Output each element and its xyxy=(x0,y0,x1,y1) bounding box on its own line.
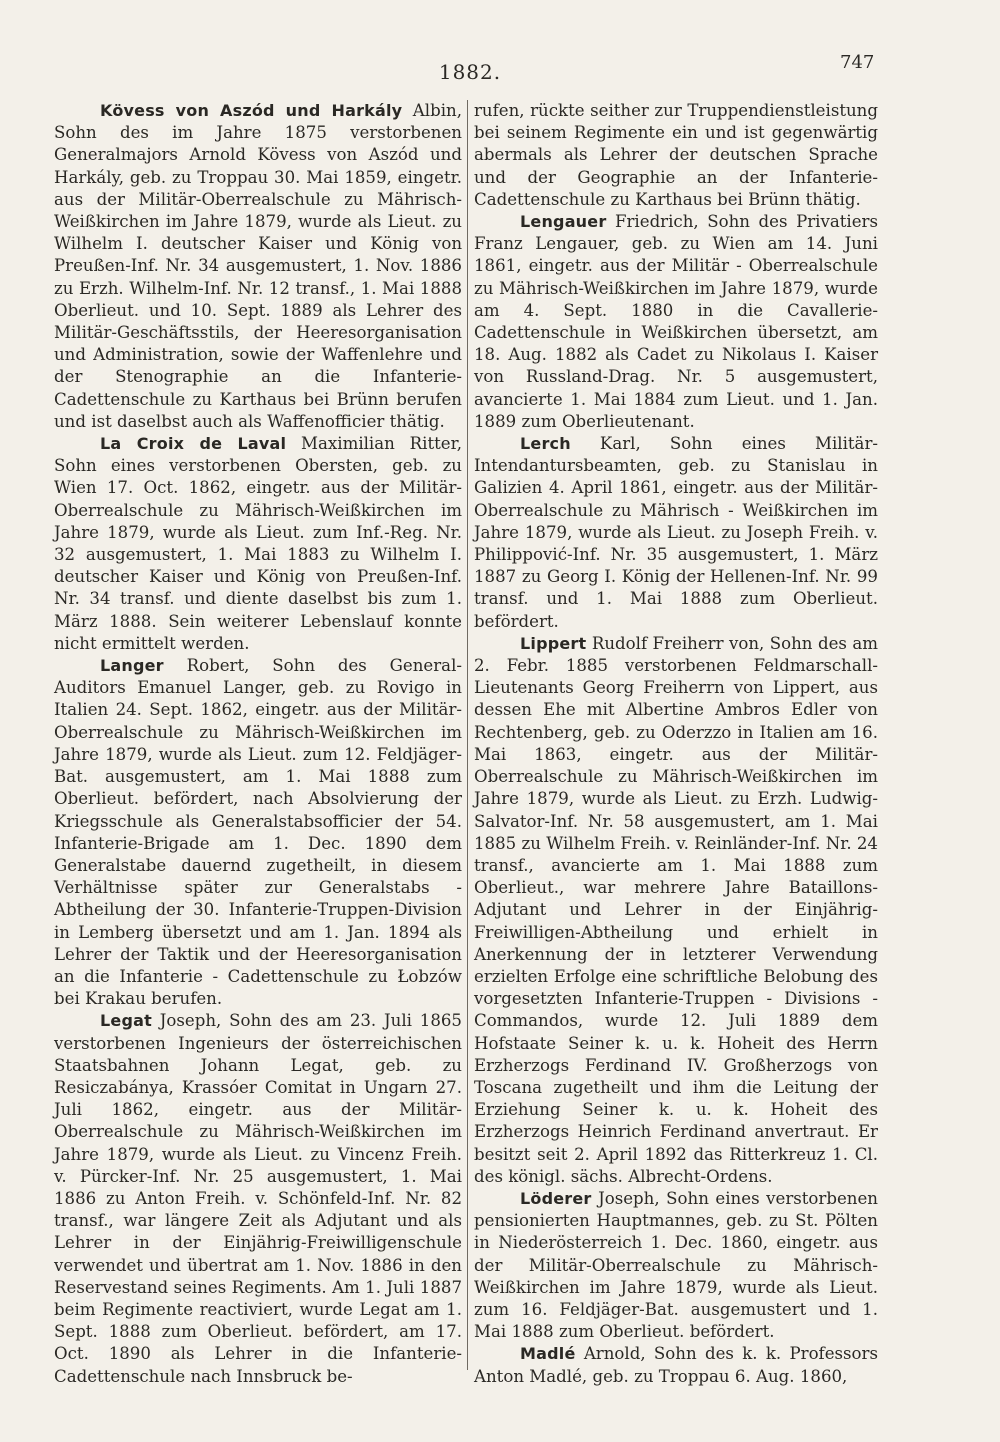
right-column xyxy=(474,100,878,1388)
entry-name: Löderer xyxy=(520,1188,592,1208)
entry-name: Kövess von Aszód und Harkály xyxy=(100,101,403,120)
entry-name: Madlé xyxy=(520,1344,576,1364)
entry-name: Lengauer xyxy=(520,212,607,232)
entry-text: Maximilian Ritter, Sohn eines verstorbenen Obersten, geb. zu Wien 17. Oct. 1862, eingetr. aus der Militär-Oberrealschule zu Mährisch-Weißkirchen im Jahre 1879, wurde als Lieut. zum Inf.-Reg. Nr. 32 ausgemustert, 1. Mai 1883 zu Wilhelm I. deutscher Kaiser und König von Preußen-Inf. Nr. 34 transf. und diente daselbst bis zum 1. März 1888. Sein weiterer Lebenslauf konnte nicht ermittelt werden. xyxy=(54,434,462,653)
entry-text: Robert, Sohn des General-Auditors Emanuel Langer, geb. zu Rovigo in Italien 24. Sept. 1862, eingetr. aus der Militär-Oberrealschule zu Mährisch-Weißkirchen im Jahre 1879, wurde als Lieut. zum 12. Feldjäger-Bat. ausgemustert, am 1. Mai 1888 zum Oberlieut. befördert, nach Absolvierung der Kriegsschule als Generalstabsofficier der 54. Infanterie-Brigade am 1. Dec. 1890 dem Generalstabe dauernd zugetheilt, in diesem Verhältnisse später zur Generalstabs - Abtheilung der 30. Infanterie-Truppen-Division in Lemberg übersetzt und am 1. Jan. 1894 als Lehrer der Taktik und der Heeresorganisation an die Infanterie - Cadettenschule zu Łobzów bei Krakau berufen. xyxy=(54,656,462,1009)
entry-legat xyxy=(54,1010,462,1387)
continuation-text: rufen, rückte seither zur Truppendienstleistung bei seinem Regimente ein und ist gegenwärtig abermals als Lehrer der deutschen Sprache und der Geographie an der Infanterie-Cadettenschule zu Karthaus bei Brünn thätig. xyxy=(474,101,878,209)
entry-text: Arnold, Sohn des k. k. Professors Anton Madlé, geb. zu Troppau 6. Aug. 1860, xyxy=(474,1344,878,1386)
entry-text: Joseph, Sohn des am 23. Juli 1865 verstorbenen Ingenieurs der österreichischen Staatsbahnen Johann Legat, geb. zu Resiczabánya, Krassóer Comitat in Ungarn 27. Juli 1862, eingetr. aus der Militär-Oberrealschule zu Mährisch-Weißkirchen im Jahre 1879, wurde als Lieut. zu Vincenz Freih. v. Pürcker-Inf. Nr. 25 ausgemustert, 1. Mai 1886 zu Anton Freih. v. Schönfeld-Inf. Nr. 82 transf., war längere Zeit als Adjutant und als Lehrer in der Einjährig-Freiwilligenschule verwendet und übertrat am 1. Nov. 1886 in den Reservestand seines Regiments. Am 1. Juli 1887 beim Regimente reactiviert, wurde Legat am 1. Sept. 1888 zum Oberlieut. befördert, am 17. Oct. 1890 als Lehrer in die Infanterie-Cadettenschule nach Innsbruck be- xyxy=(54,1011,462,1386)
entry-text: Rudolf Freiherr von, Sohn des am 2. Febr. 1885 verstorbenen Feldmarschall-Lieutenants Georg Freiherrn von Lippert, aus dessen Ehe mit Albertine Ambros Edler von Rechtenberg, geb. zu Oderzzo in Italien am 16. Mai 1863, eingetr. aus der Militär-Oberrealschule zu Mährisch-Weißkirchen im Jahre 1879, wurde als Lieut. zu Erzh. Ludwig-Salvator-Inf. Nr. 58 ausgemustert, am 1. Mai 1885 zu Wilhelm Freih. v. Reinländer-Inf. Nr. 24 transf., avancierte am 1. Mai 1888 zum Oberlieut., war mehrere Jahre Bataillons-Adjutant und Lehrer in der Einjährig-Freiwilligen-Abtheilung und erhielt in Anerkennung der in letzterer Verwendung erzielten Erfolge eine schriftliche Belobung des vorgesetzten Infanterie-Truppen - Divisions - Commandos, wurde 12. Juli 1889 dem Hofstaate Seiner k. u. k. Hoheit des Herrn Erzherzogs Ferdinand IV. Großherzogs von Toscana zugetheilt und ihm die Leitung der Erziehung Seiner k. u. k. Hoheit des Erzherzogs Heinrich Ferdinand anvertraut. Er besitzt seit 2. April 1892 das Ritterkreuz 1. Cl. des königl. sächs. Albrecht-Ordens. xyxy=(474,633,878,1186)
entry-la-croix xyxy=(54,433,462,655)
year-heading: 1882. xyxy=(438,60,502,84)
page-number: 747 xyxy=(840,52,875,73)
entry-madle xyxy=(474,1343,878,1387)
entry-lengauer xyxy=(474,211,878,433)
entry-text: Karl, Sohn eines Militär-Intendantursbeamten, geb. zu Stanislau in Galizien 4. April 1861, eingetr. aus der Militär-Oberrealschule zu Mährisch - Weißkirchen im Jahre 1879, wurde als Lieut. zu Joseph Freih. v. Philippović-Inf. Nr. 35 ausgemustert, 1. März 1887 zu Georg I. König der Hellenen-Inf. Nr. 99 transf. und 1. Mai 1888 zum Oberlieut. befördert. xyxy=(474,434,878,631)
left-column xyxy=(54,100,462,1388)
entry-loderer xyxy=(474,1188,878,1343)
column-divider xyxy=(467,100,468,1370)
entry-name: Lippert xyxy=(520,633,587,653)
entry-text: Joseph, Sohn eines verstorbenen pensionierten Hauptmannes, geb. zu St. Pölten in Niederösterreich 1. Dec. 1860, eingetr. aus der Militär-Oberrealschule zu Mährisch-Weißkirchen im Jahre 1879, wurde als Lieut. zum 16. Feldjäger-Bat. ausgemustert und 1. Mai 1888 zum Oberlieut. befördert. xyxy=(474,1188,878,1342)
entry-name: Legat xyxy=(100,1011,152,1031)
entry-langer xyxy=(54,655,462,1010)
entry-kovess xyxy=(54,100,462,433)
entry-text: Friedrich, Sohn des Privatiers Franz Lengauer, geb. zu Wien am 14. Juni 1861, eingetr. aus der Militär - Oberrealschule zu Mährisch-Weißkirchen im Jahre 1879, wurde am 4. Sept. 1880 in die Cavallerie-Cadettenschule in Weißkirchen übersetzt, am 18. Aug. 1882 als Cadet zu Nikolaus I. Kaiser von Russland-Drag. Nr. 5 ausgemustert, avancierte 1. Mai 1884 zum Lieut. und 1. Jan. 1889 zum Oberlieutenant. xyxy=(474,212,878,431)
entry-text: Albin, Sohn des im Jahre 1875 verstorbenen Generalmajors Arnold Kövess von Aszód und Harkály, geb. zu Troppau 30. Mai 1859, eingetr. aus der Militär-Oberrealschule zu Mährisch-Weißkirchen im Jahre 1879, wurde als Lieut. zu Wilhelm I. deutscher Kaiser und König von Preußen-Inf. Nr. 34 ausgemustert, 1. Nov. 1886 zu Erzh. Wilhelm-Inf. Nr. 12 transf., 1. Mai 1888 Oberlieut. und 10. Sept. 1889 als Lehrer des Militär-Geschäftsstils, der Heeresorganisation und Administration, sowie der Waffenlehre und der Stenographie an die Infanterie-Cadettenschule zu Karthaus bei Brünn berufen und ist daselbst auch als Waffenofficier thätig. xyxy=(54,101,462,431)
entry-name: Langer xyxy=(100,656,164,676)
entry-lippert xyxy=(474,633,878,1188)
entry-name: Lerch xyxy=(520,434,571,454)
entry-name: La Croix de Laval xyxy=(100,434,287,454)
entry-lerch xyxy=(474,433,878,633)
